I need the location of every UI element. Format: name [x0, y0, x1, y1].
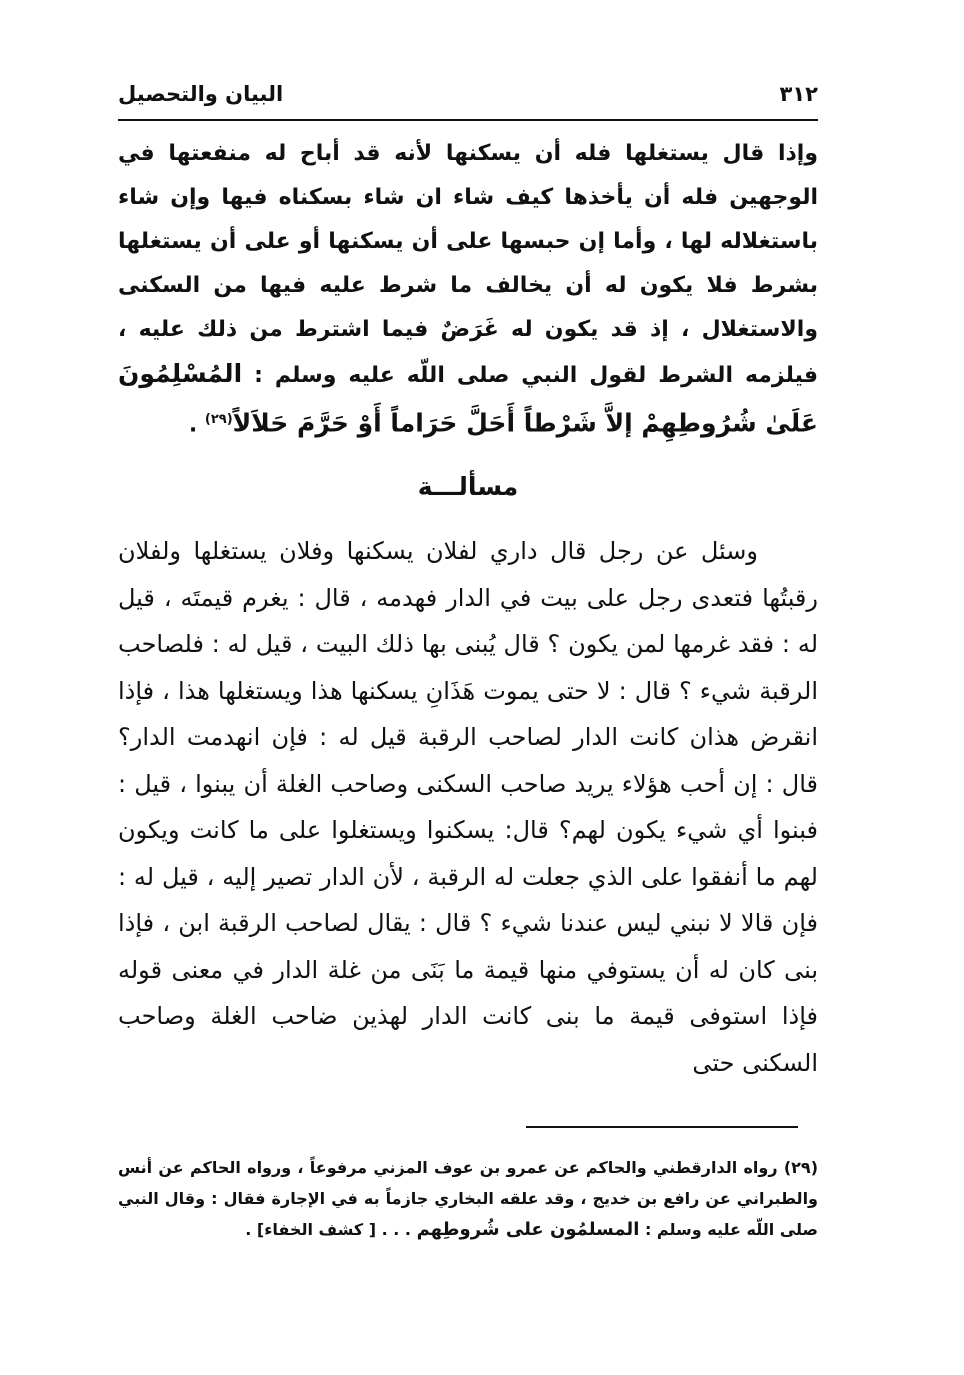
footnote-reference[interactable]: (٢٩): [204, 412, 233, 427]
page-header: [118, 76, 818, 112]
footnote-quote: المسلمُون على شُروطِهم: [416, 1219, 640, 1240]
footnote-number: (٢٩): [783, 1158, 818, 1177]
footnote: [118, 1152, 818, 1245]
paragraph-1-text: وإذا قال يستغلها فله أن يسكنها لأنه قد أباح له منفعتها في الوجهين فله أن يأخذها كيف شاء ان شاء بسكناه فيها وإن شاء باستغلاله لها ، وأما إن حبسها على أن يسكنها أو على أن يستغلها بشرط فلا يكون له أن يخالف ما شرط عليه فيها من السكنى والاستغلال ، إذ قد يكون له غَرَضٌ فيما اشترط من ذلك عليه ، فيلزمه الشرط لقول النبي صلى اللّه عليه وسلم :: [118, 141, 818, 388]
footnote-end: . . . [ كشف الخفاء] .: [245, 1220, 411, 1239]
paragraph-2: [118, 528, 818, 1086]
hadith-quote: المُسْلِمُونَ عَلَىٰ شُرُوطِهِمْ إلاَّ شَرْطاً أَحَلَّ حَرَاماً أَوْ حَرَّمَ حَلاَلاً: [118, 359, 818, 438]
page-number: ٣١٢: [779, 82, 818, 106]
paragraph-2-text: وسئل عن رجل قال داري لفلان يسكنها وفلان يستغلها ولفلان رقبتُها فتعدى رجل على بيت في الدار فهدمه ، قال : يغرم قيمتَه ، قيل له : فقد غرمها لمن يكون ؟ قال يُبنى بها ذلك البيت ، قيل له : فلصاحب الرقبة شيء ؟ قال : لا حتى يموت هَذَانِ يسكنها هذا ويستغلها هذا ، فإذا انقرض هذان كانت الدار لصاحب الرقبة قيل له : فإن انهدمت الدار؟ قال : إن أحب هؤلاء يريد صاحب السكنى وصاحب الغلة أن يبنوا ، قيل : فبنوا أي شيء يكون لهم؟ قال: يسكنوا ويستغلوا على ما كانت ويكون لهم ما أنفقوا على الذي جعلت له الرقبة ، لأن الدار تصير إليه ، قيل له : فإن قالا لا نبني ليس عندنا شيء ؟ قال : يقال لصاحب الرقبة ابن ، فإذا بنى كان له أن يستوفي منها قيمة ما بَنَى من غلة الدار في معنى قوله فإذا استوفى قيمة ما بنى كانت الدار لهذين ضاحب الغلة وصاحب السكنى حتى: [118, 537, 818, 1077]
running-title: البيان والتحصيل: [118, 82, 284, 106]
footnote-divider: [526, 1126, 798, 1128]
paragraph-1-end: .: [188, 412, 205, 438]
section-heading: مسألـــة: [417, 472, 519, 501]
paragraph-1: [118, 132, 818, 447]
footnote-text: رواه الدارقطني والحاكم عن عمرو بن عوف المزني مرفوعاً ، ورواه الحاكم عن أنس والطبراني عن رافع بن خديج ، وقد علقه البخاري جازماً به في الإجارة فقال : وقال النبي صلى اللّه عليه وسلم :: [118, 1158, 818, 1239]
header-divider: [118, 119, 818, 121]
